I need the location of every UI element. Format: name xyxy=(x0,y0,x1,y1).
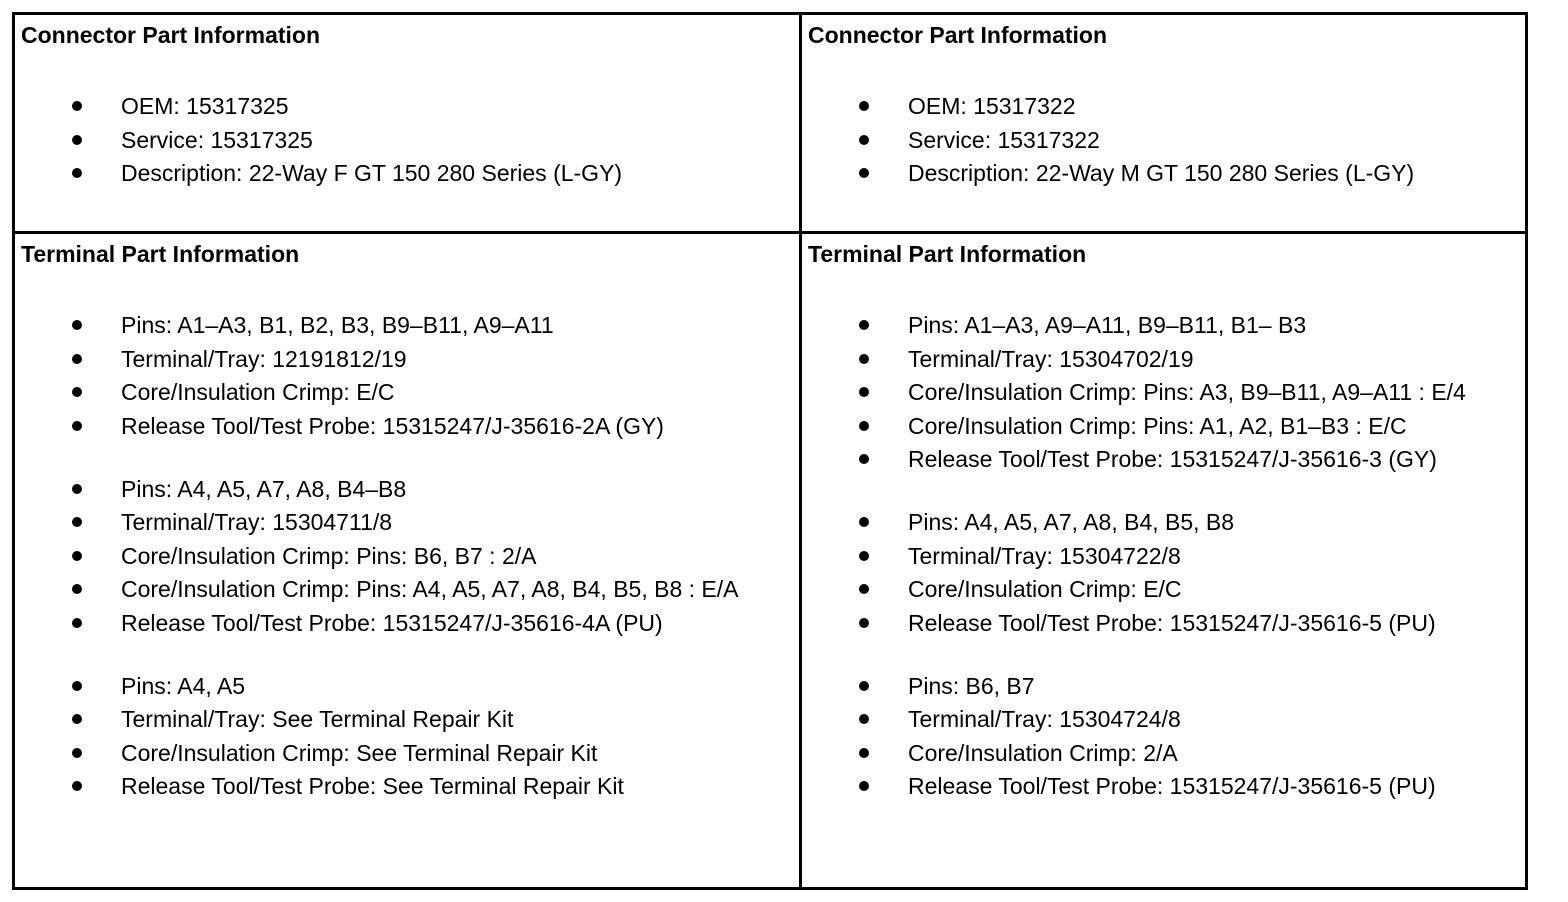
list-item xyxy=(802,345,1525,374)
bullet-icon xyxy=(72,354,82,364)
terminal-group-left-3 xyxy=(15,672,799,802)
item-text: Pins: A4, A5 xyxy=(121,672,246,699)
item-text: Core/Insulation Crimp: Pins: A4, A5, A7, A8, B4, B5, B8 : E/A xyxy=(121,576,739,602)
item-text: Release Tool/Test Probe: See Terminal Repair Kit xyxy=(121,773,624,799)
bullet-icon xyxy=(72,781,82,791)
list-item xyxy=(15,412,799,441)
item-text: Release Tool/Test Probe: 15315247/J-35616-4A (PU) xyxy=(121,609,663,636)
bullet-icon xyxy=(859,714,869,724)
list-item xyxy=(15,609,799,638)
terminal-group-right-3 xyxy=(802,672,1525,802)
item-text: Core/Insulation Crimp: E/C xyxy=(121,379,395,405)
connector-list-left xyxy=(15,92,799,193)
list-item xyxy=(15,378,799,407)
item-text: Core/Insulation Crimp: Pins: A1, A2, B1–B3 : E/C xyxy=(908,412,1407,439)
bullet-icon xyxy=(72,748,82,758)
list-item xyxy=(15,475,799,504)
bullet-icon xyxy=(72,101,82,111)
item-text: OEM: 15317322 xyxy=(908,93,1076,119)
list-item xyxy=(802,412,1525,441)
item-text: Release Tool/Test Probe: 15315247/J-35616-2A (GY) xyxy=(121,412,664,439)
list-item xyxy=(15,542,799,571)
bullet-icon xyxy=(859,618,869,628)
connector-group-left xyxy=(15,92,799,188)
terminal-list-left xyxy=(15,311,799,806)
terminal-info-cell-right xyxy=(802,234,1525,887)
list-item xyxy=(802,739,1525,768)
terminal-group-left-1 xyxy=(15,311,799,441)
bullet-icon xyxy=(72,681,82,691)
list-item xyxy=(802,159,1525,188)
item-text: Description: 22-Way M GT 150 280 Series (L-GY) xyxy=(908,160,1415,186)
list-item xyxy=(802,772,1525,801)
item-text: Core/Insulation Crimp: Pins: B6, B7 : 2/A xyxy=(121,542,537,569)
bullet-icon xyxy=(72,551,82,561)
connector-list-right xyxy=(802,92,1525,193)
terminal-heading-left: Terminal Part Information xyxy=(21,241,300,267)
list-item xyxy=(15,159,799,188)
bullet-icon xyxy=(859,421,869,431)
item-text: Pins: A1–A3, A9–A11, B9–B11, B1– B3 xyxy=(908,312,1307,338)
list-item xyxy=(15,739,799,768)
bullet-icon xyxy=(859,454,869,464)
list-item xyxy=(15,508,799,537)
bullet-icon xyxy=(72,168,82,178)
list-item xyxy=(802,92,1525,121)
bullet-icon xyxy=(859,135,869,145)
bullet-icon xyxy=(72,517,82,527)
list-item xyxy=(802,542,1525,571)
terminal-heading-right: Terminal Part Information xyxy=(808,241,1087,267)
bullet-icon xyxy=(859,387,869,397)
list-item xyxy=(802,311,1525,340)
terminal-group-right-2 xyxy=(802,508,1525,638)
item-text: OEM: 15317325 xyxy=(121,93,289,119)
list-item xyxy=(802,609,1525,638)
list-item xyxy=(15,705,799,734)
item-text: Core/Insulation Crimp: 2/A xyxy=(908,739,1178,766)
item-text: Pins: A4, A5, A7, A8, B4, B5, B8 xyxy=(908,509,1235,535)
bullet-icon xyxy=(72,320,82,330)
list-item xyxy=(802,126,1525,155)
bullet-icon xyxy=(72,484,82,494)
list-item xyxy=(15,672,799,701)
terminal-group-right-1 xyxy=(802,311,1525,474)
item-text: Pins: A4, A5, A7, A8, B4–B8 xyxy=(121,475,407,502)
bullet-icon xyxy=(72,387,82,397)
item-text: Pins: A1–A3, B1, B2, B3, B9–B11, A9–A11 xyxy=(121,312,554,338)
list-item xyxy=(802,705,1525,734)
list-item xyxy=(15,772,799,801)
terminal-info-cell-left xyxy=(15,234,802,887)
item-text: Service: 15317322 xyxy=(908,126,1100,153)
bullet-icon xyxy=(72,618,82,628)
item-text: Terminal/Tray: 15304702/19 xyxy=(908,345,1194,372)
bullet-icon xyxy=(859,101,869,111)
list-item xyxy=(802,508,1525,537)
bullet-icon xyxy=(72,135,82,145)
bullet-icon xyxy=(859,748,869,758)
list-item xyxy=(802,378,1525,407)
connector-heading-right: Connector Part Information xyxy=(808,22,1108,48)
list-item xyxy=(15,126,799,155)
item-text: Pins: B6, B7 xyxy=(908,672,1035,699)
list-item xyxy=(802,575,1525,604)
item-text: Release Tool/Test Probe: 15315247/J-35616-5 (PU) xyxy=(908,609,1436,636)
bullet-icon xyxy=(859,168,869,178)
bullet-icon xyxy=(859,551,869,561)
item-text: Terminal/Tray: 12191812/19 xyxy=(121,345,407,372)
item-text: Terminal/Tray: 15304711/8 xyxy=(121,509,393,535)
item-text: Core/Insulation Crimp: E/C xyxy=(908,576,1182,602)
bullet-icon xyxy=(859,781,869,791)
connector-heading-left: Connector Part Information xyxy=(21,22,321,48)
connector-group-right xyxy=(802,92,1525,188)
list-item xyxy=(15,311,799,340)
connector-info-cell-right xyxy=(802,15,1525,234)
bullet-icon xyxy=(72,421,82,431)
list-item xyxy=(15,345,799,374)
bullet-icon xyxy=(859,320,869,330)
bullet-icon xyxy=(859,584,869,594)
bullet-icon xyxy=(859,517,869,527)
item-text: Terminal/Tray: 15304722/8 xyxy=(908,542,1181,569)
item-text: Terminal/Tray: 15304724/8 xyxy=(908,706,1181,732)
part-info-table xyxy=(12,12,1528,890)
list-item xyxy=(15,575,799,604)
list-item xyxy=(802,672,1525,701)
item-text: Service: 15317325 xyxy=(121,126,313,153)
item-text: Release Tool/Test Probe: 15315247/J-35616-3 (GY) xyxy=(908,446,1437,472)
bullet-icon xyxy=(859,681,869,691)
terminal-group-left-2 xyxy=(15,475,799,638)
item-text: Core/Insulation Crimp: See Terminal Repair Kit xyxy=(121,739,598,766)
bullet-icon xyxy=(72,714,82,724)
terminal-list-right xyxy=(802,311,1525,806)
connector-info-cell-left xyxy=(15,15,802,234)
list-item xyxy=(15,92,799,121)
item-text: Release Tool/Test Probe: 15315247/J-35616-5 (PU) xyxy=(908,773,1436,799)
list-item xyxy=(802,445,1525,474)
bullet-icon xyxy=(72,584,82,594)
item-text: Description: 22-Way F GT 150 280 Series (L-GY) xyxy=(121,160,623,186)
item-text: Core/Insulation Crimp: Pins: A3, B9–B11, A9–A11 : E/4 xyxy=(908,379,1466,405)
bullet-icon xyxy=(859,354,869,364)
item-text: Terminal/Tray: See Terminal Repair Kit xyxy=(121,706,514,732)
